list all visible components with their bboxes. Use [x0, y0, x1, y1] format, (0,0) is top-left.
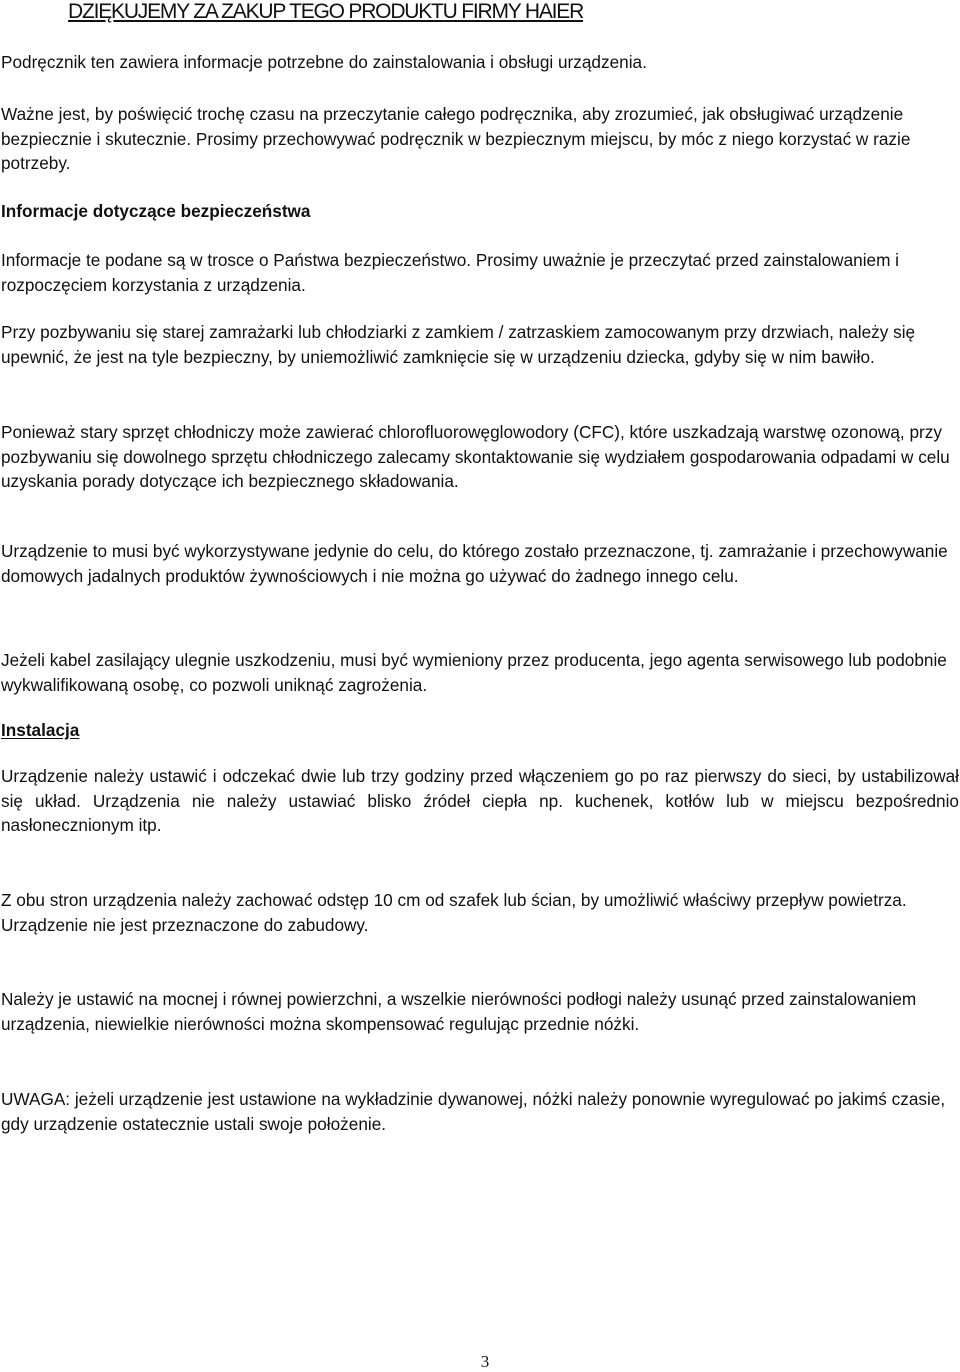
- safety-paragraph-5: Jeżeli kabel zasilający ulegnie uszkodzeniu, musi być wymieniony przez producenta, jego agenta serwisowego lub podobnie wykwalifikowaną osobę, co pozwoli uniknąć zagrożenia.: [1, 650, 947, 695]
- safety-paragraph-1: Informacje te podane są w trosce o Państwa bezpieczeństwo. Prosimy uważnie je przeczytać przed zainstalowaniem i rozpoczęciem korzystania z urządzenia.: [1, 250, 899, 295]
- installation-paragraph-1: Urządzenie należy ustawić i odczekać dwie lub trzy godziny przed włączeniem go po raz pierwszy do sieci, by ustabilizował się układ. Urządzenia nie należy ustawiać blisko źródeł ciepła np. kuchenek, kotłów lub w miejscu bezpośrednio nasłonecznionym itp.: [1, 766, 959, 836]
- page-title: DZIĘKUJEMY ZA ZAKUP TEGO PRODUKTU FIRMY HAIER: [68, 0, 584, 23]
- safety-paragraph-3: Ponieważ stary sprzęt chłodniczy może zawierać chlorofluorowęglowodory (CFC), które uszkadzają warstwę ozonową, przy pozbywaniu się dowolnego sprzętu chłodniczego zalecamy skontaktowanie się wydziałem gospodarowania odpadami w celu uzyskania porady dotyczące ich bezpiecznego składowania.: [1, 422, 950, 492]
- installation-heading: Instalacja: [1, 720, 80, 740]
- intro-paragraph-1: Podręcznik ten zawiera informacje potrzebne do zainstalowania i obsługi urządzenia.: [1, 52, 647, 72]
- installation-paragraph-4: UWAGA: jeżeli urządzenie jest ustawione na wykładzinie dywanowej, nóżki należy ponownie wyregulować po jakimś czasie, gdy urządzenie ostatecznie ustali swoje położenie.: [1, 1089, 946, 1134]
- page-number: 3: [480, 1352, 490, 1371]
- intro-paragraph-2: Ważne jest, by poświęcić trochę czasu na przeczytanie całego podręcznika, aby zrozumieć, jak obsługiwać urządzenie bezpiecznie i skutecznie. Prosimy przechowywać podręcznik w bezpiecznym miejscu, by móc z niego korzystać w razie potrzeby.: [1, 104, 911, 174]
- safety-paragraph-2: Przy pozbywaniu się starej zamrażarki lub chłodziarki z zamkiem / zatrzaskiem zamocowanym przy drzwiach, należy się upewnić, że jest na tyle bezpieczny, by uniemożliwić zamknięcie się w urządzeniu dziecka, gdyby się w nim bawiło.: [1, 322, 916, 367]
- installation-paragraph-2: Z obu stron urządzenia należy zachować odstęp 10 cm od szafek lub ścian, by umożliwić właściwy przepływ powietrza. Urządzenie nie jest przeznaczone do zabudowy.: [1, 890, 907, 935]
- installation-paragraph-3: Należy je ustawić na mocnej i równej powierzchni, a wszelkie nierówności podłogi należy usunąć przed zainstalowaniem urządzenia, niewielkie nierówności można skompensować regulując przednie nóżki.: [1, 989, 917, 1034]
- safety-paragraph-4: Urządzenie to musi być wykorzystywane jedynie do celu, do którego zostało przeznaczone, tj. zamrażanie i przechowywanie domowych jadalnych produktów żywnościowych i nie można go używać do żadnego innego celu.: [1, 541, 948, 586]
- safety-heading: Informacje dotyczące bezpieczeństwa: [1, 201, 311, 221]
